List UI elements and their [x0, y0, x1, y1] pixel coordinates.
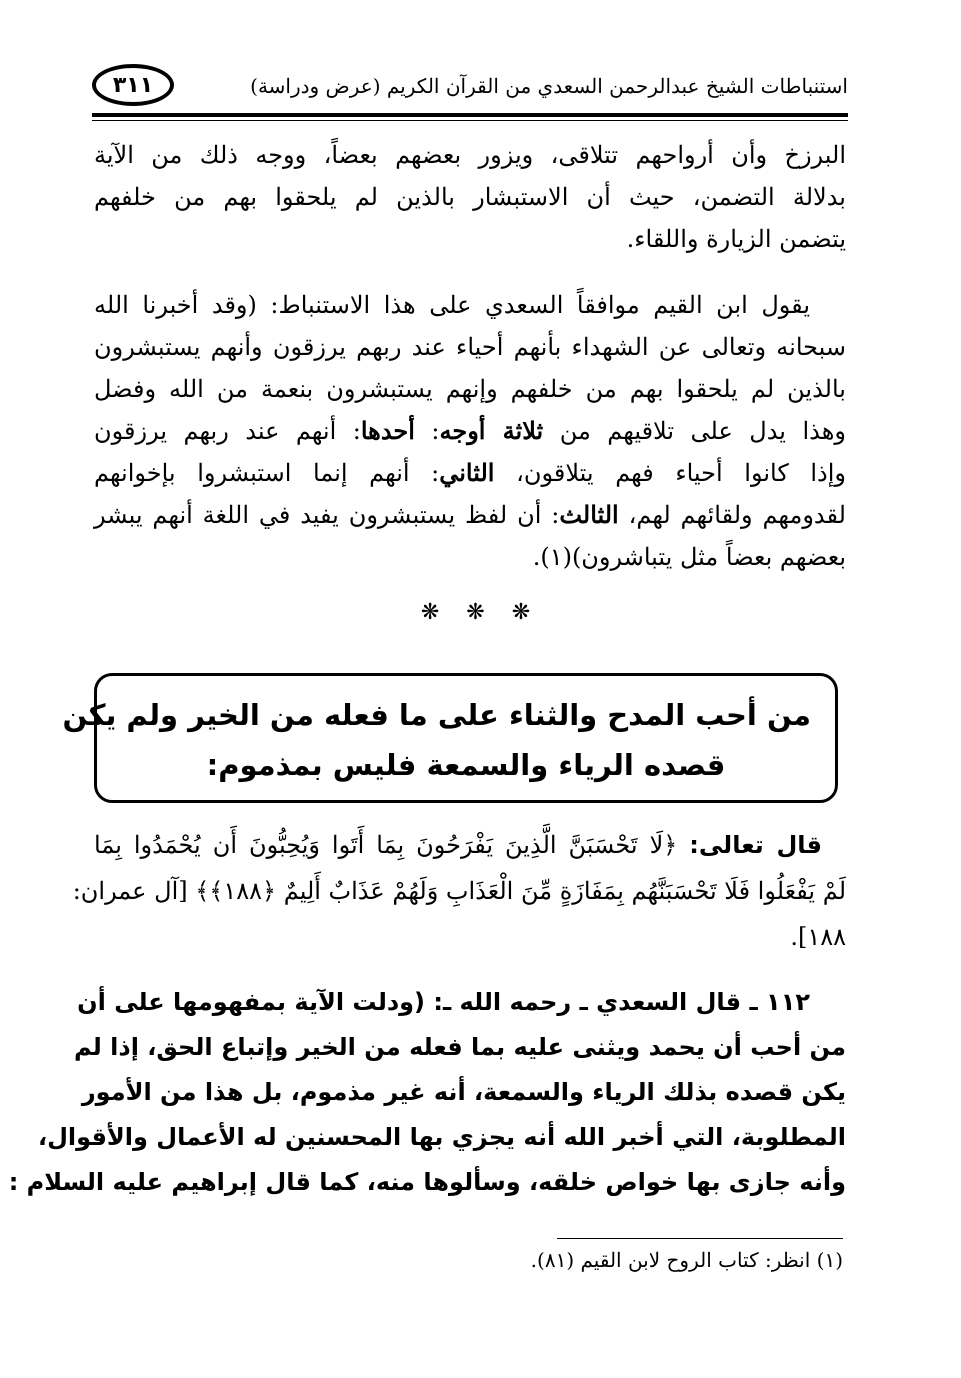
footnote: (١) انظر: كتاب الروح لابن القيم (٨١).	[530, 1248, 843, 1272]
text-run: : أن لفظ يستبشرون يفيد في اللغة أنهم يبشر	[94, 501, 560, 529]
paragraph-2-line: بعضهم بعضاً مثل يتباشرون)(١).	[532, 543, 846, 571]
bold-term: الثاني	[439, 458, 495, 487]
header-title: استنباطات الشيخ عبدالرحمن السعدي من القرآن الكريم (عرض ودراسة)	[250, 74, 848, 98]
paragraph-3-line: وأنه جازى بها خواص خلقه، وسألوها منه، كما قال إبراهيم عليه السلام :	[8, 1168, 846, 1196]
bold-term: الثالث	[559, 500, 619, 529]
footnote-rule	[557, 1238, 843, 1239]
section-heading-line: من أحب المدح والثناء على ما فعله من الخير ولم يكن	[62, 698, 811, 732]
paragraph-3	[8, 980, 846, 1205]
paragraph-2-line: سبحانه وتعالى عن الشهداء بأنهم أحياء عند ربهم يرزقون وأنهم يستبشرون	[94, 333, 846, 361]
paragraph-2-line	[94, 452, 846, 494]
text-run: لقدومهم ولقائهم لهم،	[628, 501, 846, 529]
text-run: : أنهم عند ربهم يرزقون	[94, 417, 361, 445]
paragraph-3-line: من أحب أن يحمد ويثنى عليه بما فعله من الخير وإتباع الحق، إذا لم	[73, 1033, 846, 1061]
paragraph-2-line	[94, 410, 846, 452]
paragraph-1-line: البرزخ وأن أرواحهم تتلاقى، ويزور بعضهم بعضاً، ووجه ذلك من الآية	[94, 141, 846, 169]
header-rule	[92, 113, 848, 117]
text-run: وإذا كانوا أحياء فهم يتلاقون،	[516, 459, 846, 487]
running-header	[92, 58, 848, 118]
paragraph-1-line: بدلالة التضمن، حيث أن الاستبشار بالذين لم يلحقوا بهم من خلفهم	[94, 183, 846, 211]
quran-line	[94, 822, 846, 868]
section-separator: ❋ ❋ ❋	[420, 600, 541, 625]
page-number: ٣١١	[92, 64, 174, 106]
quran-verse-text: ﴿لَا تَحْسَبَنَّ الَّذِينَ يَفْرَحُونَ بِمَا أَتَوا وَيُحِبُّونَ أَن يُحْمَدُوا بِمَا	[94, 831, 678, 859]
quran-line: ١٨٨].	[790, 923, 846, 951]
quran-citation	[72, 822, 846, 960]
quran-intro: قال تعالى:	[689, 831, 822, 859]
header-rule-thin	[92, 120, 848, 121]
section-heading-line: قصده الرياء والسمعة فليس بمذموم:	[206, 748, 726, 782]
bold-term: أحدها	[360, 416, 415, 445]
text-run: : أنهم إنما استبشروا بإخوانهم	[94, 459, 440, 487]
paragraph-2-line: يقول ابن القيم موافقاً السعدي على هذا الاستنباط: (وقد أخبرنا الله	[94, 291, 810, 319]
paragraph-2-line	[94, 494, 846, 536]
paragraph-2	[94, 284, 846, 578]
text-run: وهذا يدل على تلاقيهم من	[559, 417, 846, 445]
bold-term: ثلاثة أوجه	[439, 416, 544, 445]
paragraph-1-line: يتضمن الزيارة واللقاء.	[626, 225, 846, 253]
paragraph-2-line: بالذين لم يلحقوا بهم من خلفهم وإنهم يستبشرون بنعمة من الله وفضل	[94, 375, 846, 403]
paragraph-3-line: يكن قصده بذلك الرياء والسمعة، أنه غير مذموم، بل هذا من الأمور	[81, 1078, 846, 1106]
section-heading	[62, 673, 838, 803]
paragraph-3-line: ١١٢ ـ قال السعدي ـ رحمه الله ـ: (ودلت الآية بمفهومها على أن	[77, 988, 810, 1016]
paragraph-3-line: المطلوبة، التي أخبر الله أنه يجزي بها المحسنين له الأعمال والأقوال،	[37, 1123, 846, 1151]
quran-line: لَمْ يَفْعَلُوا فَلَا تَحْسَبَنَّهُم بِمَفَازَةٍ مِّنَ الْعَذَابِ وَلَهُمْ عَذَابٌ أَلِيمٌ ﴿١٨٨﴾﴾ [آل عمران:	[72, 877, 846, 905]
paragraph-1	[94, 134, 846, 260]
text-run: :	[431, 417, 440, 445]
